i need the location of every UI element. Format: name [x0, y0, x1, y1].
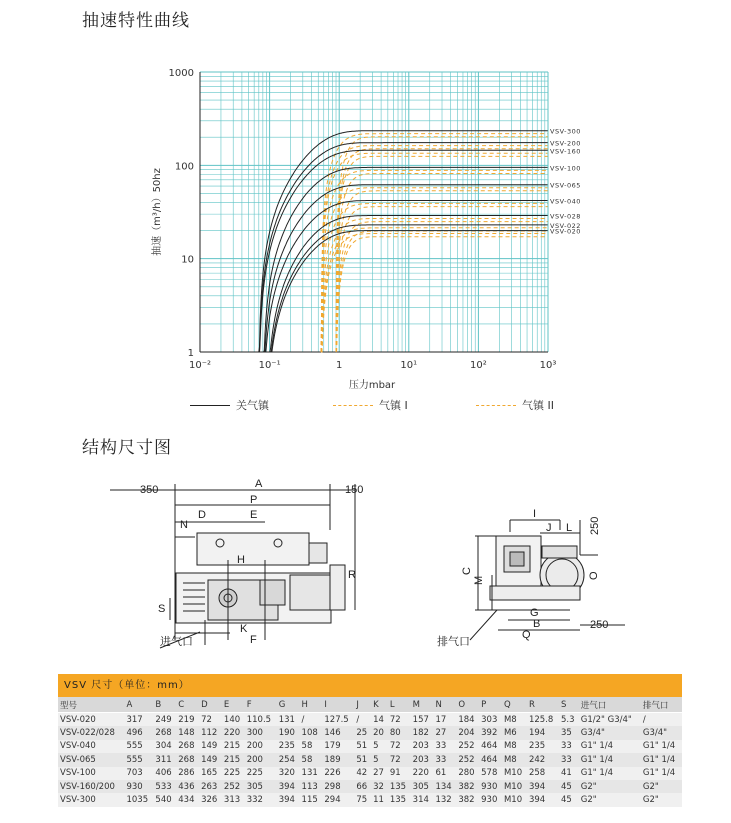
- series-end-label: VSV-020: [550, 227, 581, 236]
- table-cell: 540: [153, 793, 176, 806]
- section-title-structure: 结构尺寸图: [82, 438, 172, 458]
- table-cell: 131: [277, 713, 300, 727]
- table-cell: 215: [222, 740, 245, 753]
- table-cell: VSV-040: [58, 740, 124, 753]
- table-cell: 249: [153, 713, 176, 727]
- dim-label-150: 150: [345, 484, 364, 496]
- table-cell: 203: [411, 753, 434, 766]
- table-cell: 91: [388, 767, 411, 780]
- table-header-cell: R: [527, 697, 559, 713]
- table-cell: 555: [124, 753, 153, 766]
- table-cell: 703: [124, 767, 153, 780]
- table-cell: 263: [199, 780, 222, 793]
- table-cell: 11: [371, 793, 388, 806]
- table-cell: 394: [527, 780, 559, 793]
- table-cell: 464: [479, 740, 502, 753]
- table-cell: 5: [371, 740, 388, 753]
- series-end-label: VSV-028: [550, 212, 581, 221]
- table-cell: 225: [222, 767, 245, 780]
- section-title-curve: 抽速特性曲线: [82, 11, 190, 31]
- table-cell: 394: [277, 793, 300, 806]
- table-cell: 115: [300, 793, 323, 806]
- series-end-label: VSV-022: [550, 221, 581, 230]
- table-cell: G1" 1/4: [579, 753, 641, 766]
- legend-label-ballast-1: 气镇 I: [379, 399, 408, 412]
- table-cell: 394: [277, 780, 300, 793]
- table-header-cell: M: [411, 697, 434, 713]
- table-cell: 194: [527, 726, 559, 739]
- table-cell: G3/4": [579, 726, 641, 739]
- table-cell: 140: [222, 713, 245, 727]
- table-cell: 51: [354, 753, 371, 766]
- dim-label-S: S: [158, 603, 166, 615]
- table-cell: 134: [433, 780, 456, 793]
- table-header-cell: P: [479, 697, 502, 713]
- table-cell: 27: [433, 726, 456, 739]
- table-row: [58, 726, 682, 739]
- table-cell: /: [641, 713, 682, 727]
- table-cell: 27: [371, 767, 388, 780]
- table-cell: M8: [502, 713, 527, 727]
- series-end-label: VSV-160: [550, 147, 581, 156]
- y-tick-label: 1000: [168, 68, 194, 79]
- table-header-cell: S: [559, 697, 579, 713]
- table-cell: 33: [433, 740, 456, 753]
- dim-label-I: I: [533, 508, 537, 520]
- table-cell: G2": [579, 780, 641, 793]
- table-cell: 149: [199, 753, 222, 766]
- table-cell: 303: [479, 713, 502, 727]
- table-cell: 5.3: [559, 713, 579, 727]
- table-cell: 314: [411, 793, 434, 806]
- table-row: [58, 793, 682, 806]
- table-cell: G2": [641, 780, 682, 793]
- table-row: [58, 740, 682, 753]
- table-header-row: [58, 697, 682, 713]
- table-row: [58, 780, 682, 793]
- y-axis-label: 抽速（m³/h）50hz: [152, 168, 163, 256]
- table-cell: 5: [371, 753, 388, 766]
- table-cell: 25: [354, 726, 371, 739]
- table-row: [58, 753, 682, 766]
- table-cell: 45: [559, 793, 579, 806]
- table-header-cell: K: [371, 697, 388, 713]
- table-cell: 533: [153, 780, 176, 793]
- table-cell: 203: [411, 740, 434, 753]
- table-cell: 268: [153, 726, 176, 739]
- table-cell: 254: [277, 753, 300, 766]
- table-cell: 1035: [124, 793, 153, 806]
- table-cell: G1" 1/4: [641, 753, 682, 766]
- table-cell: 113: [300, 780, 323, 793]
- table-cell: 300: [245, 726, 277, 739]
- table-cell: 200: [245, 753, 277, 766]
- table-cell: 406: [153, 767, 176, 780]
- table-header-cell: L: [388, 697, 411, 713]
- x-tick-label: 1: [336, 360, 343, 371]
- table-cell: 33: [559, 753, 579, 766]
- table-cell: 33: [433, 753, 456, 766]
- dim-label-250-bottom: 250: [590, 619, 609, 631]
- table-header-cell: I: [322, 697, 354, 713]
- table-cell: 80: [388, 726, 411, 739]
- table-cell: 148: [176, 726, 199, 739]
- table-cell: 110.5: [245, 713, 277, 727]
- inlet-label: 进气口: [160, 636, 193, 648]
- table-header-cell: F: [245, 697, 277, 713]
- table-cell: G2": [641, 793, 682, 806]
- table-cell: 930: [479, 793, 502, 806]
- dim-label-J: J: [546, 522, 552, 534]
- table-cell: 108: [300, 726, 323, 739]
- table-cell: 125.8: [527, 713, 559, 727]
- dimension-table: [58, 674, 682, 807]
- table-cell: 382: [456, 793, 479, 806]
- table-header-cell: B: [153, 697, 176, 713]
- table-cell: M8: [502, 740, 527, 753]
- table-cell: 280: [456, 767, 479, 780]
- dim-label-F: F: [250, 634, 257, 646]
- table-cell: 332: [245, 793, 277, 806]
- dim-label-H: H: [237, 554, 245, 566]
- table-cell: 286: [176, 767, 199, 780]
- table-cell: /: [300, 713, 323, 727]
- series-end-label: VSV-300: [550, 127, 581, 136]
- table-header-cell: O: [456, 697, 479, 713]
- series-end-label: VSV-200: [550, 139, 581, 148]
- y-tick-label: 10: [181, 254, 194, 266]
- table-cell: 252: [222, 780, 245, 793]
- table-header-cell: A: [124, 697, 153, 713]
- dim-label-Q: Q: [522, 629, 531, 641]
- table-cell: 189: [322, 753, 354, 766]
- dim-label-O: O: [588, 571, 600, 580]
- table-cell: 61: [433, 767, 456, 780]
- table-cell: 930: [479, 780, 502, 793]
- table-cell: 51: [354, 740, 371, 753]
- table-header-cell: D: [199, 697, 222, 713]
- table-cell: VSV-300: [58, 793, 124, 806]
- table-cell: 58: [300, 753, 323, 766]
- series-end-label: VSV-040: [550, 197, 581, 206]
- table-cell: 464: [479, 753, 502, 766]
- table-cell: 72: [388, 713, 411, 727]
- outlet-label: 排气口: [437, 636, 470, 648]
- table-title: VSV 尺寸（单位：mm）: [58, 674, 682, 697]
- table-cell: 42: [354, 767, 371, 780]
- table-cell: 20: [371, 726, 388, 739]
- table-cell: 313: [222, 793, 245, 806]
- table-cell: 242: [527, 753, 559, 766]
- table-cell: G1/2" G3/4": [579, 713, 641, 727]
- table-cell: 215: [222, 753, 245, 766]
- table-cell: 268: [176, 753, 199, 766]
- y-tick-label: 100: [174, 161, 194, 173]
- table-cell: 317: [124, 713, 153, 727]
- table-cell: 75: [354, 793, 371, 806]
- table-cell: G1" 1/4: [641, 767, 682, 780]
- table-cell: VSV-020: [58, 713, 124, 727]
- table-cell: 294: [322, 793, 354, 806]
- dim-label-B: B: [533, 618, 541, 630]
- table-cell: G1" 1/4: [641, 740, 682, 753]
- series-end-label: VSV-065: [550, 181, 581, 190]
- table-cell: G2": [579, 793, 641, 806]
- dim-label-R: R: [348, 569, 356, 581]
- table-cell: 235: [277, 740, 300, 753]
- table-cell: VSV-160/200: [58, 780, 124, 793]
- table-cell: 17: [433, 713, 456, 727]
- table-cell: 434: [176, 793, 199, 806]
- table-header-cell: G: [277, 697, 300, 713]
- table-header-cell: Q: [502, 697, 527, 713]
- table-cell: /: [354, 713, 371, 727]
- table-cell: 200: [245, 740, 277, 753]
- table-cell: M10: [502, 780, 527, 793]
- table-cell: 179: [322, 740, 354, 753]
- table-cell: 252: [456, 740, 479, 753]
- x-tick-label: 10⁻¹: [258, 360, 281, 371]
- table-cell: G3/4": [641, 726, 682, 739]
- table-header-cell: H: [300, 697, 323, 713]
- table-cell: 382: [456, 780, 479, 793]
- x-tick-label: 10⁻²: [188, 360, 212, 371]
- dim-label-M: M: [473, 575, 485, 585]
- table-cell: 320: [277, 767, 300, 780]
- table-cell: 66: [354, 780, 371, 793]
- x-tick-label: 10¹: [400, 360, 418, 371]
- table-cell: 326: [199, 793, 222, 806]
- dim-label-A: A: [255, 478, 263, 490]
- legend-label-ballast-2: 气镇 II: [522, 399, 554, 412]
- table-cell: 131: [300, 767, 323, 780]
- table-header-cell: 型号: [58, 697, 124, 713]
- y-tick-label: 1: [187, 348, 194, 359]
- table-cell: 146: [322, 726, 354, 739]
- table-cell: 436: [176, 780, 199, 793]
- table-cell: 298: [322, 780, 354, 793]
- table-cell: 182: [411, 726, 434, 739]
- table-cell: VSV-100: [58, 767, 124, 780]
- table-cell: 258: [527, 767, 559, 780]
- dim-label-N: N: [180, 519, 188, 531]
- table-cell: 392: [479, 726, 502, 739]
- table-cell: 252: [456, 753, 479, 766]
- dim-label-K: K: [240, 623, 248, 635]
- x-tick-label: 10³: [539, 360, 557, 371]
- table-cell: 45: [559, 780, 579, 793]
- dim-label-C: C: [461, 567, 473, 575]
- table-cell: G1" 1/4: [579, 767, 641, 780]
- table-cell: VSV-065: [58, 753, 124, 766]
- table-cell: 132: [433, 793, 456, 806]
- table-cell: 184: [456, 713, 479, 727]
- table-cell: 14: [371, 713, 388, 727]
- table-header-cell: J: [354, 697, 371, 713]
- x-axis-label: 压力mbar: [348, 380, 396, 391]
- table-cell: 58: [300, 740, 323, 753]
- table-header-cell: C: [176, 697, 199, 713]
- table-cell: 220: [222, 726, 245, 739]
- table-cell: 72: [199, 713, 222, 727]
- series-end-label: VSV-100: [550, 164, 581, 173]
- table-cell: 190: [277, 726, 300, 739]
- table-cell: 157: [411, 713, 434, 727]
- table-cell: 930: [124, 780, 153, 793]
- table-cell: 268: [176, 740, 199, 753]
- table-cell: 32: [371, 780, 388, 793]
- table-cell: M8: [502, 753, 527, 766]
- table-cell: VSV-022/028: [58, 726, 124, 739]
- table-cell: 305: [411, 780, 434, 793]
- table-cell: 204: [456, 726, 479, 739]
- table-cell: 225: [245, 767, 277, 780]
- table-cell: 235: [527, 740, 559, 753]
- table-cell: 496: [124, 726, 153, 739]
- table-cell: 112: [199, 726, 222, 739]
- pump-side-view: [110, 484, 355, 648]
- table-header-cell: 排气口: [641, 697, 682, 713]
- table-body: [58, 713, 682, 807]
- table-row: [58, 713, 682, 727]
- table-cell: 149: [199, 740, 222, 753]
- table-cell: 304: [153, 740, 176, 753]
- table-cell: 578: [479, 767, 502, 780]
- table-cell: G1" 1/4: [579, 740, 641, 753]
- table-cell: 165: [199, 767, 222, 780]
- table-cell: M10: [502, 767, 527, 780]
- table-cell: 219: [176, 713, 199, 727]
- table-cell: 394: [527, 793, 559, 806]
- dim-label-250-top: 250: [589, 516, 601, 535]
- table-cell: 72: [388, 740, 411, 753]
- dim-label-E: E: [250, 509, 258, 521]
- x-tick-label: 10²: [470, 360, 487, 371]
- table-cell: 135: [388, 780, 411, 793]
- table-cell: 127.5: [322, 713, 354, 727]
- table-cell: 226: [322, 767, 354, 780]
- dim-label-P: P: [250, 494, 258, 506]
- dim-label-L: L: [566, 522, 573, 534]
- table-cell: 33: [559, 740, 579, 753]
- table-cell: 311: [153, 753, 176, 766]
- table-cell: 305: [245, 780, 277, 793]
- table-cell: 135: [388, 793, 411, 806]
- dim-label-350: 350: [140, 484, 159, 496]
- table-cell: 35: [559, 726, 579, 739]
- dim-label-G: G: [530, 607, 539, 619]
- table-cell: M10: [502, 793, 527, 806]
- table-cell: 41: [559, 767, 579, 780]
- table-cell: M6: [502, 726, 527, 739]
- table-cell: 72: [388, 753, 411, 766]
- table-cell: 555: [124, 740, 153, 753]
- table-header-cell: E: [222, 697, 245, 713]
- table-header-cell: N: [433, 697, 456, 713]
- legend-label-closed: 关气镇: [236, 399, 269, 412]
- table-row: [58, 767, 682, 780]
- dim-label-D: D: [198, 509, 206, 521]
- table-cell: 220: [411, 767, 434, 780]
- table-header-cell: 进气口: [579, 697, 641, 713]
